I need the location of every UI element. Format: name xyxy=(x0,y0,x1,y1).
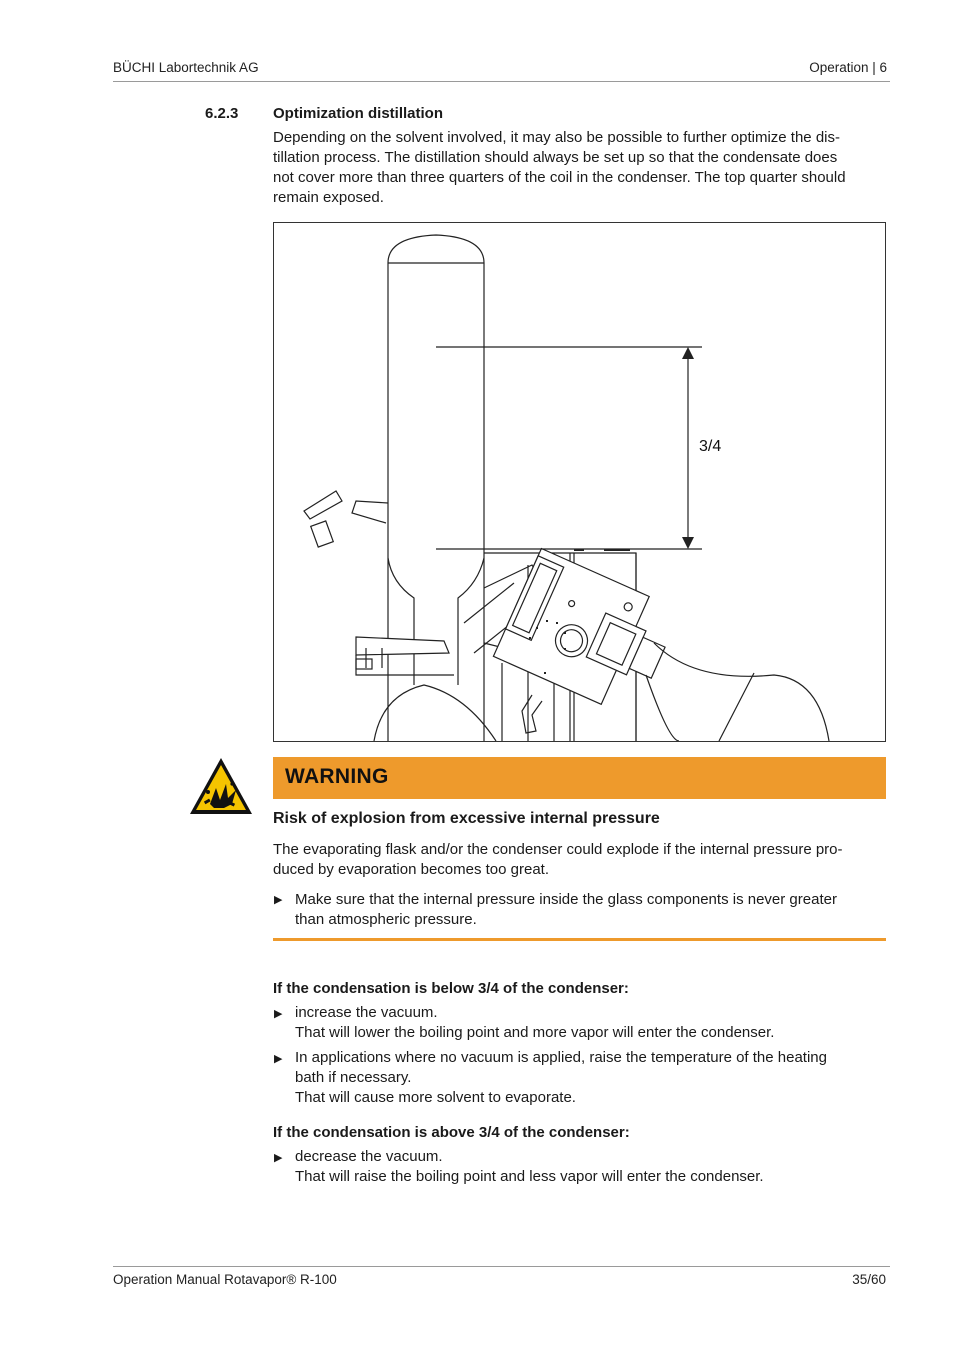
below-item-2 xyxy=(295,1048,887,1108)
list-item-line: That will cause more solvent to evaporate. xyxy=(295,1089,576,1106)
bullet-arrow-icon: ▶ xyxy=(274,1053,283,1065)
condenser-figure xyxy=(273,222,886,742)
below-item-1 xyxy=(295,1003,887,1043)
section-number: 6.2.3 xyxy=(205,105,239,122)
warning-label: WARNING xyxy=(285,765,389,788)
warning-body xyxy=(273,840,887,880)
footer-page-number: 35/60 xyxy=(852,1272,886,1287)
footer-manual: Operation Manual Rotavapor® R-100 xyxy=(113,1272,337,1287)
warning-banner xyxy=(273,757,886,799)
warning-action-line: Make sure that the internal pressure inside the glass components is never greater xyxy=(295,891,837,908)
list-item-line: In applications where no vacuum is applied, raise the temperature of the heating xyxy=(295,1049,827,1066)
warning-heading: Risk of explosion from excessive internal pressure xyxy=(273,810,660,827)
below-heading: If the condensation is below 3/4 of the condenser: xyxy=(273,980,629,997)
list-item-line: decrease the vacuum. xyxy=(295,1148,443,1165)
warning-bottom-rule xyxy=(273,938,886,941)
explosion-warning-icon xyxy=(188,756,254,816)
rotavapor-drawing xyxy=(274,223,885,741)
header-company: BÜCHI Labortechnik AG xyxy=(113,60,259,75)
above-heading: If the condensation is above 3/4 of the condenser: xyxy=(273,1124,630,1141)
header-chapter: Operation | 6 xyxy=(809,60,887,75)
intro-paragraph xyxy=(273,128,887,208)
list-item-line: That will lower the boiling point and more vapor will enter the condenser. xyxy=(295,1024,775,1041)
above-item-1 xyxy=(295,1147,887,1187)
bullet-arrow-icon: ▶ xyxy=(274,1152,283,1164)
fraction-label: 3/4 xyxy=(699,438,722,455)
list-item-line: increase the vacuum. xyxy=(295,1004,438,1021)
footer-rule xyxy=(113,1266,890,1267)
warning-body-line: duced by evaporation becomes too great. xyxy=(273,861,550,878)
warning-action-line: than atmospheric pressure. xyxy=(295,911,477,928)
warning-action xyxy=(295,890,887,930)
bullet-arrow-icon: ▶ xyxy=(274,1008,283,1020)
section-title: Optimization distillation xyxy=(273,105,443,122)
bullet-arrow-icon: ▶ xyxy=(274,894,283,906)
intro-line: tillation process. The distillation should always be set up so that the condensate does xyxy=(273,149,838,166)
intro-line: Depending on the solvent involved, it may also be possible to further optimize the dis- xyxy=(273,129,840,146)
intro-line: not cover more than three quarters of the coil in the condenser. The top quarter should xyxy=(273,169,846,186)
header-rule xyxy=(113,81,890,82)
warning-body-line: The evaporating flask and/or the condenser could explode if the internal pressure pro- xyxy=(273,841,843,858)
intro-line: remain exposed. xyxy=(273,189,384,206)
list-item-line: That will raise the boiling point and less vapor will enter the condenser. xyxy=(295,1168,764,1185)
list-item-line: bath if necessary. xyxy=(295,1069,412,1086)
